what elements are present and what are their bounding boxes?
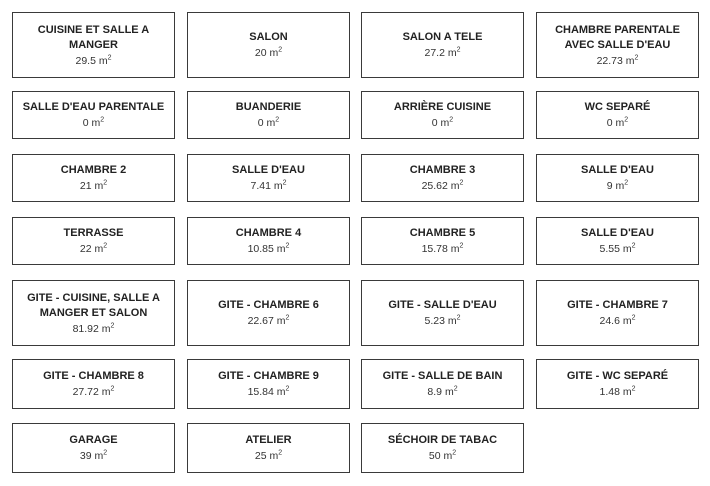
room-area-value: 27.72 — [72, 386, 99, 398]
room-area — [80, 179, 107, 193]
room-area-unit-exponent: 2 — [285, 385, 290, 393]
room-card — [12, 91, 175, 139]
room-area-unit-exponent: 2 — [103, 179, 108, 187]
room-area — [599, 242, 635, 256]
room-area-unit-exponent: 2 — [285, 242, 290, 250]
room-area-unit-exponent: 2 — [459, 242, 464, 250]
room-area-unit: m — [443, 450, 453, 462]
room-area-unit: m — [450, 180, 460, 192]
room-area — [258, 116, 279, 130]
room-area-value: 15.84 — [247, 386, 274, 398]
room-name: ATELIER — [245, 434, 292, 446]
room-area-unit: m — [276, 243, 286, 255]
room-card — [187, 12, 350, 78]
room-area — [75, 54, 111, 68]
room-area-unit-exponent: 2 — [107, 54, 112, 61]
room-card — [361, 217, 524, 265]
room-area-unit: m — [98, 54, 108, 67]
room-area-value: 50 — [428, 450, 441, 462]
room-card — [361, 423, 524, 473]
room-area-unit-exponent: 2 — [278, 449, 283, 457]
room-card — [536, 154, 699, 202]
room-area — [432, 116, 453, 130]
room-area-unit: m — [94, 243, 104, 255]
room-card — [187, 423, 350, 473]
room-area-unit: m — [447, 315, 457, 327]
room-name: GARAGE — [69, 434, 118, 446]
room-area-unit: m — [444, 386, 454, 398]
room-area-unit-exponent: 2 — [456, 46, 461, 54]
room-area-value: 1.48 — [599, 386, 620, 398]
room-area-unit-exponent: 2 — [459, 179, 464, 187]
room-name: SALLE D'EAU — [581, 164, 654, 176]
room-card — [187, 154, 350, 202]
room-area — [255, 46, 282, 60]
room-card — [12, 12, 175, 78]
room-area-value: 5.55 — [599, 243, 620, 255]
room-area-unit: m — [101, 386, 111, 398]
room-card — [536, 12, 699, 78]
room-area — [429, 449, 456, 463]
room-name: GITE - WC SEPARÉ — [566, 370, 669, 382]
room-area-unit: m — [269, 450, 279, 462]
room-name: GITE - CHAMBRE 9 — [218, 370, 319, 382]
room-area-value: 22.67 — [247, 315, 274, 327]
room-area-value: 15.78 — [421, 243, 448, 255]
room-area-unit: m — [447, 47, 457, 59]
room-name: GITE - CHAMBRE 8 — [43, 370, 144, 382]
room-area-value: 39 — [79, 450, 92, 462]
room-area-unit: m — [615, 117, 625, 129]
room-card — [187, 217, 350, 265]
room-area-value: 22.73 — [596, 54, 623, 67]
room-card — [187, 280, 350, 346]
room-name: WC SEPARÉ — [584, 101, 651, 113]
room-area — [248, 314, 290, 328]
room-card — [12, 359, 175, 409]
room-card — [536, 280, 699, 346]
room-card — [361, 91, 524, 139]
room-area-unit: m — [266, 117, 276, 129]
room-name: GITE - SALLE D'EAU — [388, 299, 497, 311]
room-name: CHAMBRE 3 — [409, 164, 476, 176]
room-card — [361, 12, 524, 78]
room-area-unit-exponent: 2 — [453, 385, 458, 393]
room-area-unit-exponent: 2 — [624, 116, 629, 124]
room-area-unit-exponent: 2 — [449, 116, 454, 124]
room-area-unit: m — [94, 180, 104, 192]
room-area-unit-exponent: 2 — [110, 322, 115, 329]
room-name: SALLE D'EAU — [581, 227, 654, 239]
room-name: ARRIÈRE CUISINE — [393, 101, 492, 113]
room-name: SÉCHOIR DE TABAC — [387, 434, 498, 446]
room-area-unit: m — [625, 54, 635, 67]
room-card — [536, 217, 699, 265]
room-area-value: 0 — [257, 117, 264, 129]
room-area-unit-exponent: 2 — [285, 314, 290, 322]
room-card — [12, 423, 175, 473]
room-area-unit: m — [91, 117, 101, 129]
room-card — [12, 217, 175, 265]
room-area-unit: m — [273, 180, 283, 192]
room-area-value: 24.6 — [599, 315, 620, 327]
room-area-value: 25.62 — [421, 180, 448, 192]
room-area — [599, 314, 635, 328]
room-area-value: 21 — [79, 180, 92, 192]
room-grid — [12, 12, 700, 486]
room-area-unit: m — [622, 386, 632, 398]
room-area-unit: m — [276, 315, 286, 327]
room-area-unit-exponent: 2 — [631, 314, 636, 322]
room-area — [248, 385, 290, 399]
room-area-value: 5.23 — [424, 315, 445, 327]
room-area — [83, 116, 104, 130]
room-card — [361, 154, 524, 202]
room-area-unit-exponent: 2 — [634, 54, 639, 61]
room-area-unit-exponent: 2 — [452, 449, 457, 457]
room-area-unit: m — [269, 47, 279, 59]
room-name: CHAMBRE 2 — [60, 164, 127, 176]
room-area — [250, 179, 286, 193]
room-area-value: 20 — [254, 47, 267, 59]
room-area — [597, 54, 639, 68]
room-name: SALLE D'EAU — [232, 164, 305, 176]
room-area-value: 25 — [254, 450, 267, 462]
room-area — [73, 322, 115, 336]
room-area — [607, 116, 628, 130]
room-area-unit-exponent: 2 — [278, 46, 283, 54]
room-area — [424, 314, 460, 328]
room-name: CHAMBRE 4 — [235, 227, 302, 239]
room-area-value: 0 — [82, 117, 89, 129]
room-area-unit-exponent: 2 — [103, 449, 108, 457]
room-area — [607, 179, 628, 193]
room-name: SALON A TELE — [402, 31, 483, 43]
room-area-unit-exponent: 2 — [100, 116, 105, 124]
room-name: GITE - SALLE DE BAIN — [382, 370, 503, 382]
room-area-value: 7.41 — [250, 180, 271, 192]
room-name: CHAMBRE PARENTALE AVEC SALLE D'EAU — [555, 23, 680, 51]
room-name: GITE - CUISINE, SALLE A MANGER ET SALON — [27, 291, 160, 319]
room-name: GITE - CHAMBRE 7 — [567, 299, 668, 311]
room-area-unit: m — [450, 243, 460, 255]
room-area-unit: m — [94, 450, 104, 462]
room-area — [80, 449, 107, 463]
room-card — [187, 359, 350, 409]
room-area — [422, 242, 464, 256]
room-card — [536, 91, 699, 139]
room-name: SALON — [249, 31, 288, 43]
room-area — [255, 449, 282, 463]
room-area-value: 9 — [606, 180, 613, 192]
room-area-value: 29.5 — [75, 54, 96, 67]
room-name: CHAMBRE 5 — [409, 227, 476, 239]
room-area-value: 8.9 — [427, 386, 443, 398]
room-area — [599, 385, 635, 399]
room-area-unit-exponent: 2 — [631, 385, 636, 393]
room-name: CUISINE ET SALLE A MANGER — [37, 23, 150, 51]
room-area — [248, 242, 290, 256]
room-card — [536, 359, 699, 409]
room-name: GITE - CHAMBRE 6 — [218, 299, 319, 311]
room-area-value: 22 — [79, 243, 92, 255]
room-area — [80, 242, 107, 256]
room-area-value: 0 — [606, 117, 613, 129]
room-area-unit: m — [615, 180, 625, 192]
room-card — [12, 154, 175, 202]
room-area-unit-exponent: 2 — [624, 179, 629, 187]
room-name: TERRASSE — [63, 227, 124, 239]
room-area-unit: m — [276, 386, 286, 398]
room-area-unit-exponent: 2 — [110, 385, 115, 393]
room-area-unit: m — [440, 117, 450, 129]
room-name: SALLE D'EAU PARENTALE — [22, 101, 165, 113]
room-area-unit-exponent: 2 — [456, 314, 461, 322]
room-area-unit-exponent: 2 — [103, 242, 108, 250]
room-area-value: 10.85 — [247, 243, 274, 255]
room-area-unit-exponent: 2 — [282, 179, 287, 187]
room-name: BUANDERIE — [235, 101, 302, 113]
room-area-unit: m — [622, 243, 632, 255]
room-card — [361, 280, 524, 346]
room-area — [424, 46, 460, 60]
room-area-unit: m — [622, 315, 632, 327]
room-card — [12, 280, 175, 346]
room-card — [361, 359, 524, 409]
room-area-value: 27.2 — [424, 47, 445, 59]
room-area-unit: m — [101, 322, 111, 335]
room-area — [422, 179, 464, 193]
room-area — [427, 385, 457, 399]
room-area-value: 0 — [431, 117, 438, 129]
room-card — [187, 91, 350, 139]
room-area-unit-exponent: 2 — [631, 242, 636, 250]
room-area — [73, 385, 115, 399]
room-area-value: 81.92 — [72, 322, 99, 335]
room-area-unit-exponent: 2 — [275, 116, 280, 124]
